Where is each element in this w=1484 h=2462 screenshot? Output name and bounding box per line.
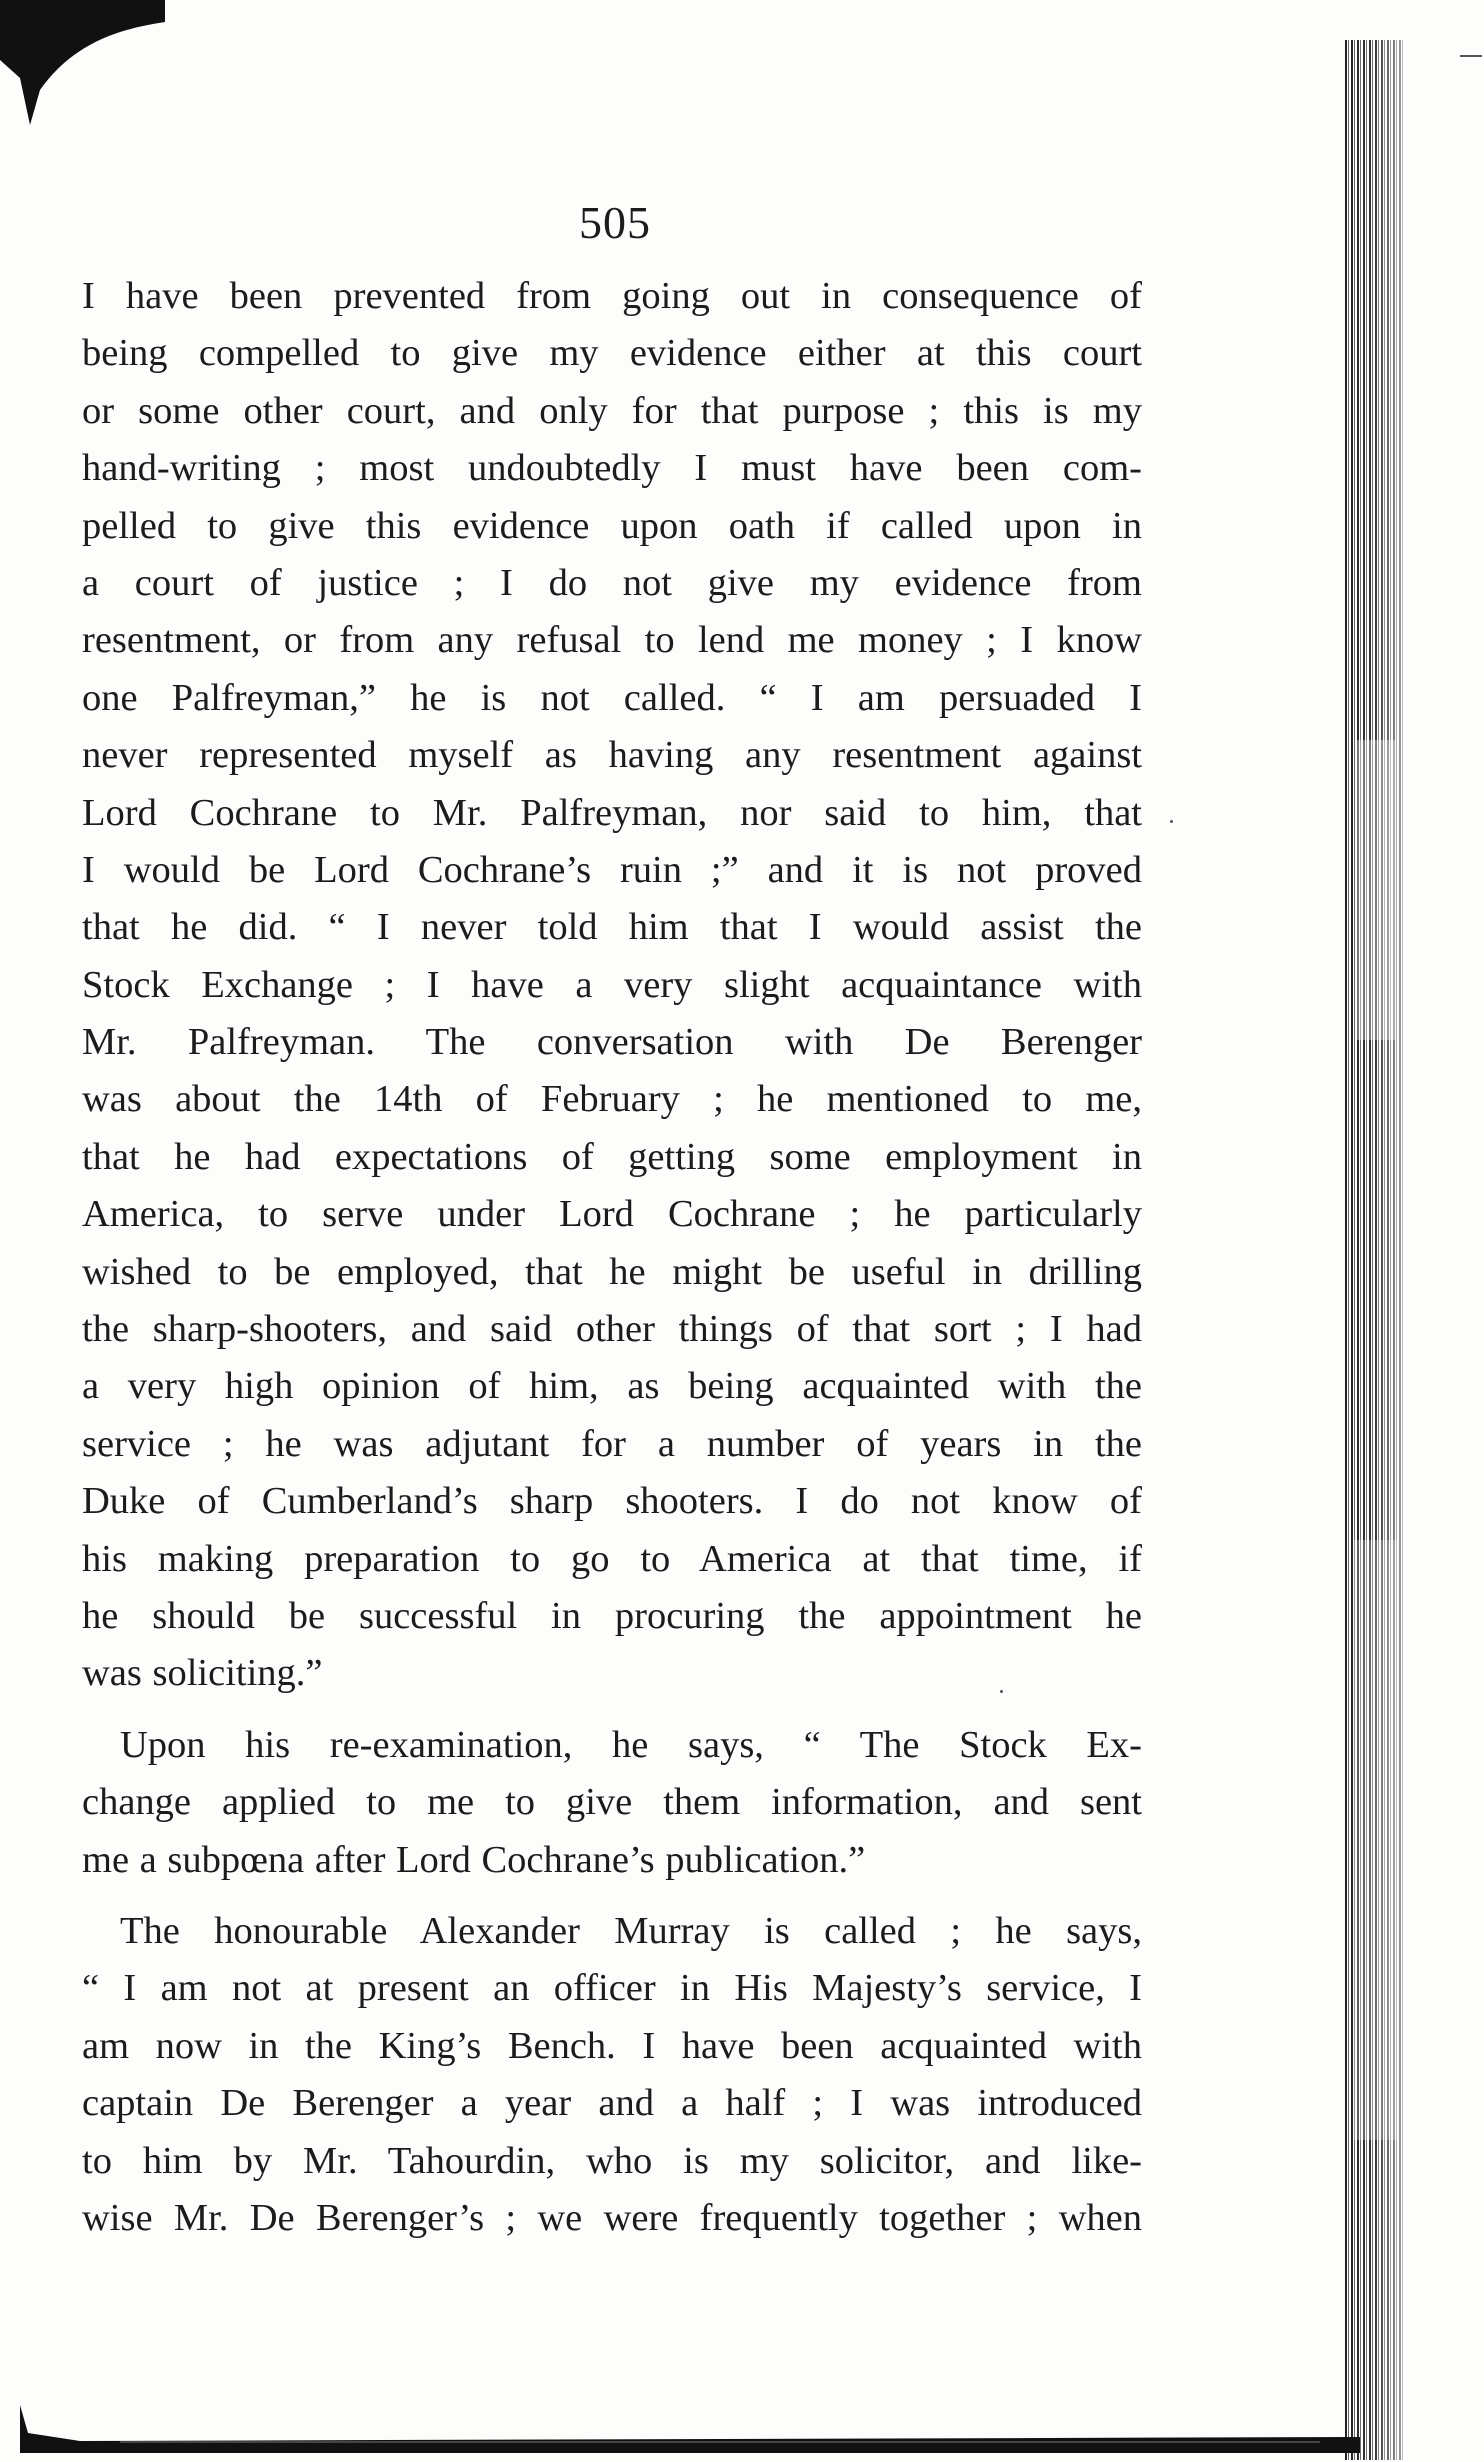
text-line: one Palfreyman,” he is not called. “ I am persuaded I bbox=[82, 676, 1142, 719]
corner-scan-mark bbox=[0, 0, 180, 140]
text-line: resentment, or from any refusal to lend me money ; I know bbox=[82, 619, 1142, 662]
text-line: me a subpœna after Lord Cochrane’s publication.” bbox=[82, 1838, 866, 1881]
text-line: hand-writing ; most undoubtedly I must have been com- bbox=[82, 447, 1142, 490]
text-line: or some other court, and only for that purpose ; this is my bbox=[82, 389, 1142, 432]
text-line: being compelled to give my evidence either at this court bbox=[82, 332, 1142, 375]
text-line: that he had expectations of getting some employment in bbox=[82, 1135, 1142, 1178]
margin-tick-mark bbox=[1460, 55, 1482, 57]
text-line: was about the 14th of February ; he mentioned to me, bbox=[82, 1078, 1142, 1121]
binding-spine-edge bbox=[1345, 40, 1405, 2460]
body-text bbox=[82, 268, 1142, 2247]
bottom-scan-rule bbox=[20, 2405, 1360, 2455]
paragraph-gap bbox=[82, 1703, 1142, 1717]
text-line: he should be successful in procuring the appointment he bbox=[82, 1594, 1142, 1637]
text-line: that he did. “ I never told him that I would assist the bbox=[82, 906, 1142, 949]
text-line: Mr. Palfreyman. The conversation with De Berenger bbox=[82, 1021, 1142, 1064]
text-line: The honourable Alexander Murray is called ; he says, bbox=[120, 1909, 1142, 1952]
text-line: America, to serve under Lord Cochrane ; he particularly bbox=[82, 1193, 1142, 1236]
text-line: I would be Lord Cochrane’s ruin ;” and it is not proved bbox=[82, 848, 1142, 891]
paragraph-gap bbox=[82, 1889, 1142, 1903]
text-line: captain De Berenger a year and a half ; I was introduced bbox=[82, 2082, 1142, 2125]
text-line: to him by Mr. Tahourdin, who is my solicitor, and like- bbox=[82, 2139, 1142, 2182]
text-line: I have been prevented from going out in consequence of bbox=[82, 275, 1142, 317]
text-line: change applied to me to give them information, and sent bbox=[82, 1781, 1142, 1824]
text-line: Duke of Cumberland’s sharp shooters. I do not know of bbox=[82, 1480, 1142, 1523]
text-line: service ; he was adjutant for a number of years in the bbox=[82, 1422, 1142, 1465]
text-line: Upon his re-examination, he says, “ The Stock Ex- bbox=[120, 1723, 1142, 1766]
text-line: wished to be employed, that he might be useful in drilling bbox=[82, 1250, 1142, 1293]
text-line: a very high opinion of him, as being acquainted with the bbox=[82, 1365, 1142, 1408]
page-number: 505 bbox=[579, 197, 651, 248]
text-line: was soliciting.” bbox=[82, 1652, 323, 1695]
text-line: the sharp-shooters, and said other things of that sort ; I had bbox=[82, 1308, 1142, 1351]
text-line: am now in the King’s Bench. I have been acquainted with bbox=[82, 2024, 1142, 2067]
text-line: a court of justice ; I do not give my evidence from bbox=[82, 561, 1142, 604]
text-line: “ I am not at present an officer in His Majesty’s service, I bbox=[82, 1967, 1142, 2010]
text-line: pelled to give this evidence upon oath if called upon in bbox=[82, 504, 1142, 547]
text-line: his making preparation to go to America at that time, if bbox=[82, 1537, 1142, 1580]
text-line: never represented myself as having any resentment against bbox=[82, 734, 1142, 777]
text-line: Lord Cochrane to Mr. Palfreyman, nor said to him, that bbox=[82, 791, 1142, 834]
text-line: wise Mr. De Berenger’s ; we were frequently together ; when bbox=[82, 2196, 1142, 2239]
ink-speck bbox=[1170, 820, 1173, 823]
text-line: Stock Exchange ; I have a very slight acquaintance with bbox=[82, 963, 1142, 1006]
